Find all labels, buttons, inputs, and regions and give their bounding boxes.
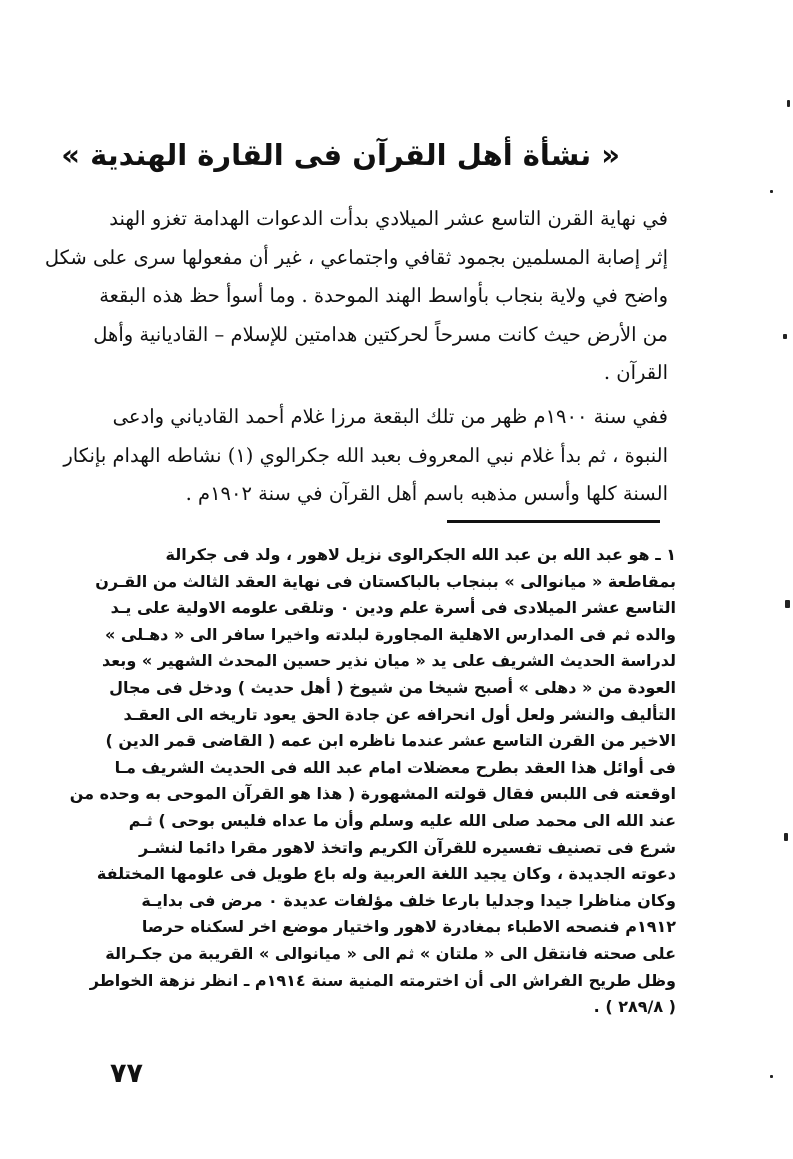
- scan-speck: [770, 1075, 773, 1078]
- footnote-line: لدراسة الحديث الشريف على يد « ميان نذير حسين المحدث الشهير » وبعد: [102, 651, 676, 671]
- scan-speck: [783, 334, 787, 339]
- footnote-line: الاخير من القرن التاسع عشر عندما ناظره ابن عمه ( القاضى قمر الدين ): [105, 731, 676, 751]
- footnote-line: التأليف والنشر ولعل أول انحرافه عن جادة الحق يعود تاريخه الى العقـد: [123, 704, 676, 724]
- footnote-line: والده ثم فى المدارس الاهلية المجاورة لبلدته واخيرا سافر الى « دهـلى »: [104, 624, 676, 644]
- scan-speck: [787, 100, 790, 107]
- paragraph-intro: [44, 200, 668, 393]
- footnote-line: التاسع عشر الميلادى فى أسرة علم ودين ٠ وتلقى علومه الاولية على يـد: [110, 598, 676, 618]
- text-line: واضح في ولاية بنجاب بأواسط الهند الموحدة . وما أسوأ حظ هذه البقعة: [99, 284, 668, 307]
- footnote-line: وكان مناظرا جيدا وجدليا بارعا خلف مؤلفات عديدة ٠ مرض فى بدايـة: [141, 890, 676, 910]
- footnote-line: وظل طريح الفراش الى أن اخترمته المنية سنة ١٩١٤م ـ انظر نزهة الخواطر: [89, 970, 676, 990]
- text-line: القرآن .: [603, 361, 668, 384]
- footnote-block: [69, 542, 676, 1021]
- footnote-line: بمقاطعة « ميانوالى » ببنجاب بالباكستان فى نهاية العقد الثالث من القـرن: [95, 571, 676, 591]
- scan-speck: [770, 190, 773, 193]
- page-number: ٧٧: [110, 1058, 143, 1089]
- footnote-line: على صحته فانتقل الى « ملتان » ثم الى « ميانوالى » القريبة من جكـرالة: [105, 943, 676, 963]
- text-line: من الأرض حيث كانت مسرحاً لحركتين هدامتين للإسلام – القاديانية وأهل: [93, 322, 668, 346]
- scan-speck: [785, 600, 790, 608]
- chapter-title: « نشأة أهل القرآن فى القارة الهندية »: [61, 138, 620, 172]
- footnote-divider: [447, 520, 660, 523]
- footnote-line: العودة من « دهلى » أصبح شيخا من شيوخ ( أهل حديث ) ودخل فى مجال: [109, 677, 676, 697]
- footnote-line: اوقعته فى اللبس فقال قولته المشهورة ( هذا هو القرآن الموحى به وحده من: [69, 784, 676, 804]
- footnote-line: فى أوائل هذا العقد بطرح معضلات امام عبد الله فى الحديث الشريف مـا: [114, 757, 676, 777]
- scan-speck: [784, 833, 788, 841]
- footnote-line: ١٩١٢م فنصحه الاطباء بمغادرة لاهور واختيار موضع اخر لسكناه حرصا: [141, 917, 676, 937]
- text-line: النبوة ، ثم بدأ غلام نبي المعروف بعبد الله جكرالوي (١) نشاطه الهدام بإنكار: [63, 443, 668, 467]
- text-line: إثر إصابة المسلمين بجمود ثقافي واجتماعي ، غير أن مفعولها سرى على شكل: [44, 245, 668, 269]
- text-line: السنة كلها وأسس مذهبه باسم أهل القرآن في سنة ١٩٠٢م .: [185, 482, 668, 505]
- text-line: في نهاية القرن التاسع عشر الميلادي بدأت الدعوات الهدامة تغزو الهند: [109, 207, 668, 230]
- paragraph-history: [63, 398, 668, 514]
- footnote-line: شرع فى تصنيف تفسيره للقرآن الكريم واتخذ لاهور مقرا دائما لنشـر: [138, 837, 676, 857]
- footnote-line: ١ ـ هو عبد الله بن عبد الله الجكرالوى نزيل لاهور ، ولد فى جكرالة: [165, 545, 676, 564]
- text-line: ففي سنة ١٩٠٠م ظهر من تلك البقعة مرزا غلام أحمد القادياني وادعى: [112, 405, 668, 428]
- footnote-line: ( ٢٨٩/٨ ) .: [593, 997, 676, 1017]
- footnote-line: دعوته الجديدة ، وكان يجيد اللغة العربية وله باع طويل فى علومها المختلفة: [96, 864, 676, 884]
- footnote-line: عند الله الى محمد صلى الله عليه وسلم وأن ما عداه فليس بوحى ) ثـم: [128, 810, 676, 830]
